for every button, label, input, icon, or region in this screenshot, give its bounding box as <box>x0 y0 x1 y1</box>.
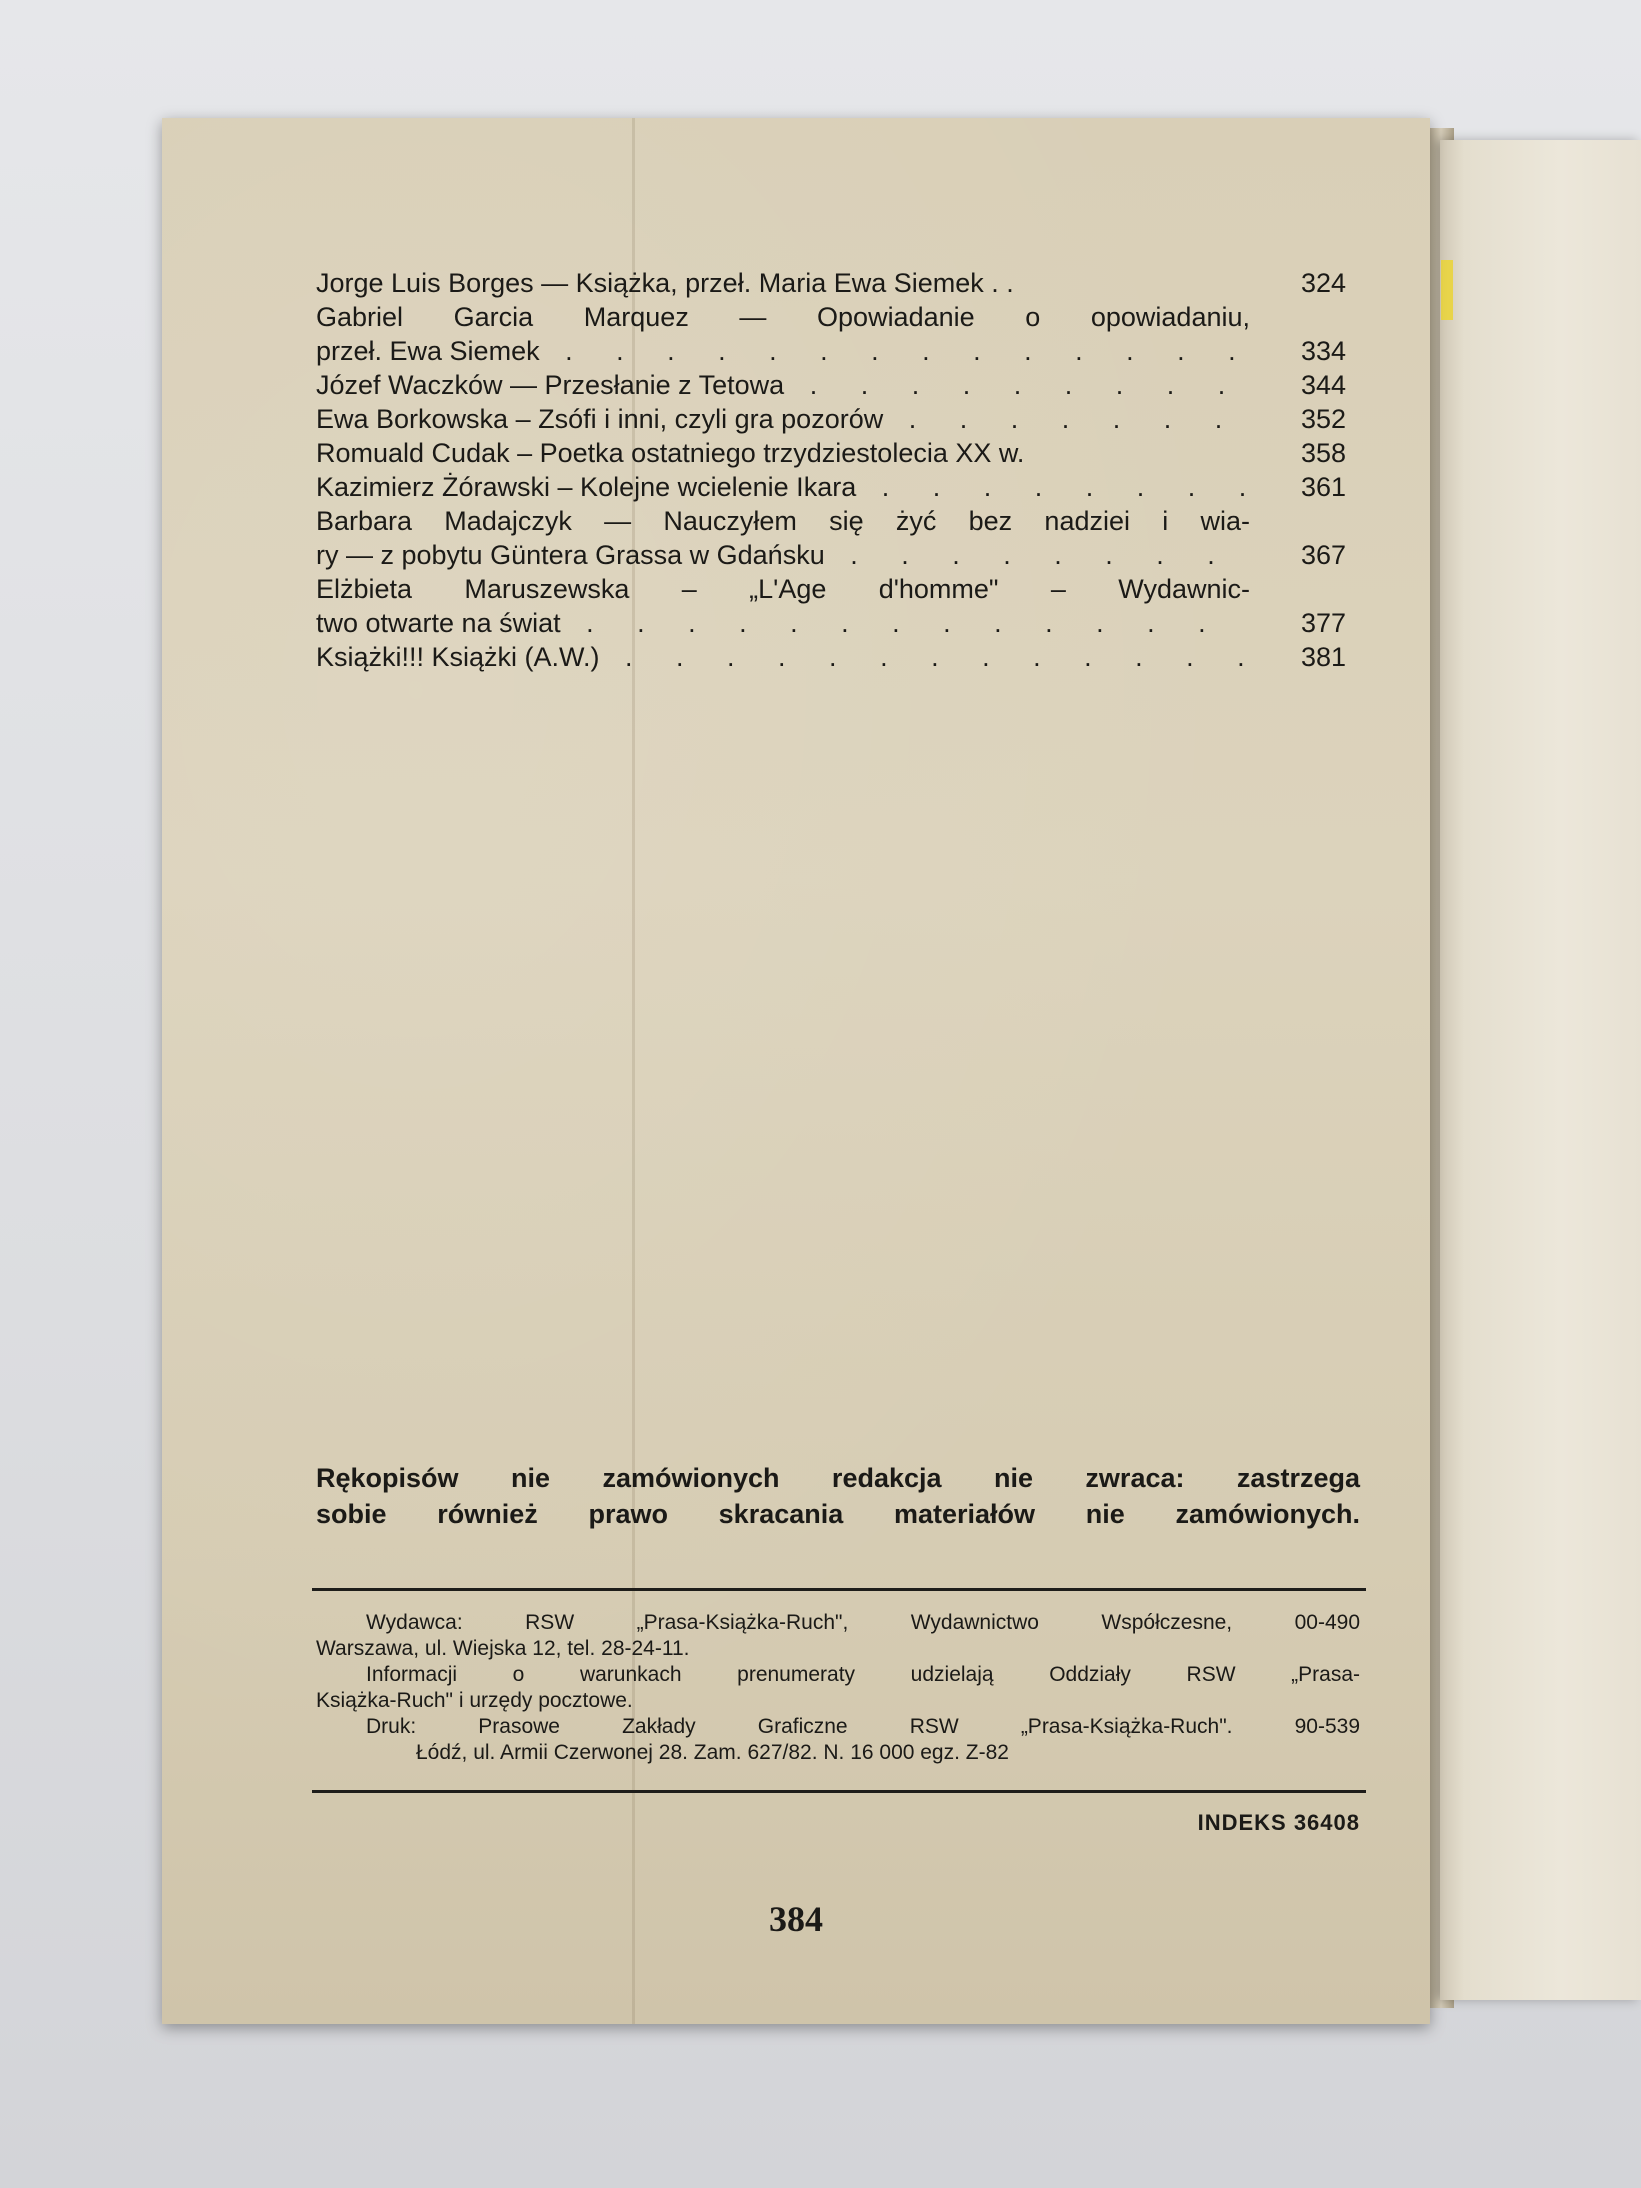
toc-entry-title: Barbara Madajczyk — Nauczyłem się żyć bez nadziei i wia- <box>316 506 1250 536</box>
divider-rule <box>312 1790 1366 1793</box>
toc-entry-title: Książki!!! Książki (A.W.) . . . <box>316 640 1250 674</box>
toc-entry-page: 352 <box>1300 404 1346 434</box>
toc-entry <box>316 368 1346 402</box>
toc-entry-page: 344 <box>1300 370 1346 400</box>
toc-entry-title: Gabriel Garcia Marquez — Opowiadanie o opowiadaniu, <box>316 302 1250 332</box>
divider-rule <box>312 1588 1366 1591</box>
bookmark-tab <box>1441 260 1453 320</box>
imprint-line: Łódź, ul. Armii Czerwonej 28. Zam. 627/82. N. 16 000 egz. Z-82 <box>416 1741 1009 1764</box>
toc-entry-page: 358 <box>1300 438 1346 468</box>
toc-entry-page: 377 <box>1300 608 1346 638</box>
toc-entry <box>316 470 1346 504</box>
index-number: INDEKS 36408 <box>1197 1810 1360 1835</box>
toc-entry-title: ry — z pobytu Güntera Grassa w Gdańsku . . . <box>316 538 1250 572</box>
toc-entry <box>316 572 1346 606</box>
toc-entry-page: 334 <box>1300 336 1346 366</box>
facing-page-edge <box>1440 140 1641 2000</box>
toc-entry <box>316 504 1346 538</box>
toc-entry-title: Ewa Borkowska – Zsófi i inni, czyli gra pozorów . . . <box>316 402 1250 436</box>
toc-entry-title: two otwarte na świat . . . <box>316 606 1250 640</box>
imprint-line: Wydawca: RSW „Prasa-Książka-Ruch", Wydawnictwo Współczesne, 00-490 <box>366 1611 1360 1634</box>
toc-entry <box>316 300 1346 334</box>
toc-entry-title: Józef Waczków — Przesłanie z Tetowa . . . <box>316 368 1250 402</box>
toc-entry-page: 361 <box>1300 472 1346 502</box>
toc-entry-title: Elżbieta Maruszewska – „L'Age d'homme" – Wydawnic- <box>316 574 1250 604</box>
toc-entry <box>316 606 1346 640</box>
toc-entry-title: przeł. Ewa Siemek . . . <box>316 334 1250 368</box>
imprint-line: Informacji o warunkach prenumeraty udzielają Oddziały RSW „Prasa- <box>366 1663 1360 1686</box>
toc-entry <box>316 640 1346 674</box>
toc-entry <box>316 402 1346 436</box>
notice-line: Rękopisów nie zamówionych redakcja nie zwraca: zastrzega <box>316 1463 1360 1493</box>
imprint-line: Książka-Ruch" i urzędy pocztowe. <box>316 1689 633 1712</box>
toc-entry-title: Romuald Cudak – Poetka ostatniego trzydziestolecia XX w. <box>316 438 1025 468</box>
publisher-imprint <box>316 1610 1360 1766</box>
imprint-line: Warszawa, ul. Wiejska 12, tel. 28-24-11. <box>316 1637 690 1660</box>
notice-line: sobie również prawo skracania materiałów nie zamówionych. <box>316 1499 1360 1529</box>
toc-entry-title: Kazimierz Żórawski – Kolejne wcielenie Ikara . . . <box>316 470 1250 504</box>
toc-entry-title: Jorge Luis Borges — Książka, przeł. Maria Ewa Siemek . . <box>316 268 1014 298</box>
toc-entry <box>316 538 1346 572</box>
toc-entry <box>316 436 1346 470</box>
manuscript-notice <box>316 1460 1360 1532</box>
toc-entry <box>316 266 1346 300</box>
toc-entry-page: 381 <box>1300 642 1346 672</box>
toc-entry <box>316 334 1346 368</box>
imprint-line: Druk: Prasowe Zakłady Graficzne RSW „Prasa-Książka-Ruch". 90-539 <box>366 1715 1360 1738</box>
toc-entry-page: 324 <box>1300 268 1346 298</box>
book-page <box>162 118 1430 2024</box>
page-number: 384 <box>769 1899 823 1939</box>
table-of-contents <box>316 266 1346 674</box>
toc-entry-page: 367 <box>1300 540 1346 570</box>
